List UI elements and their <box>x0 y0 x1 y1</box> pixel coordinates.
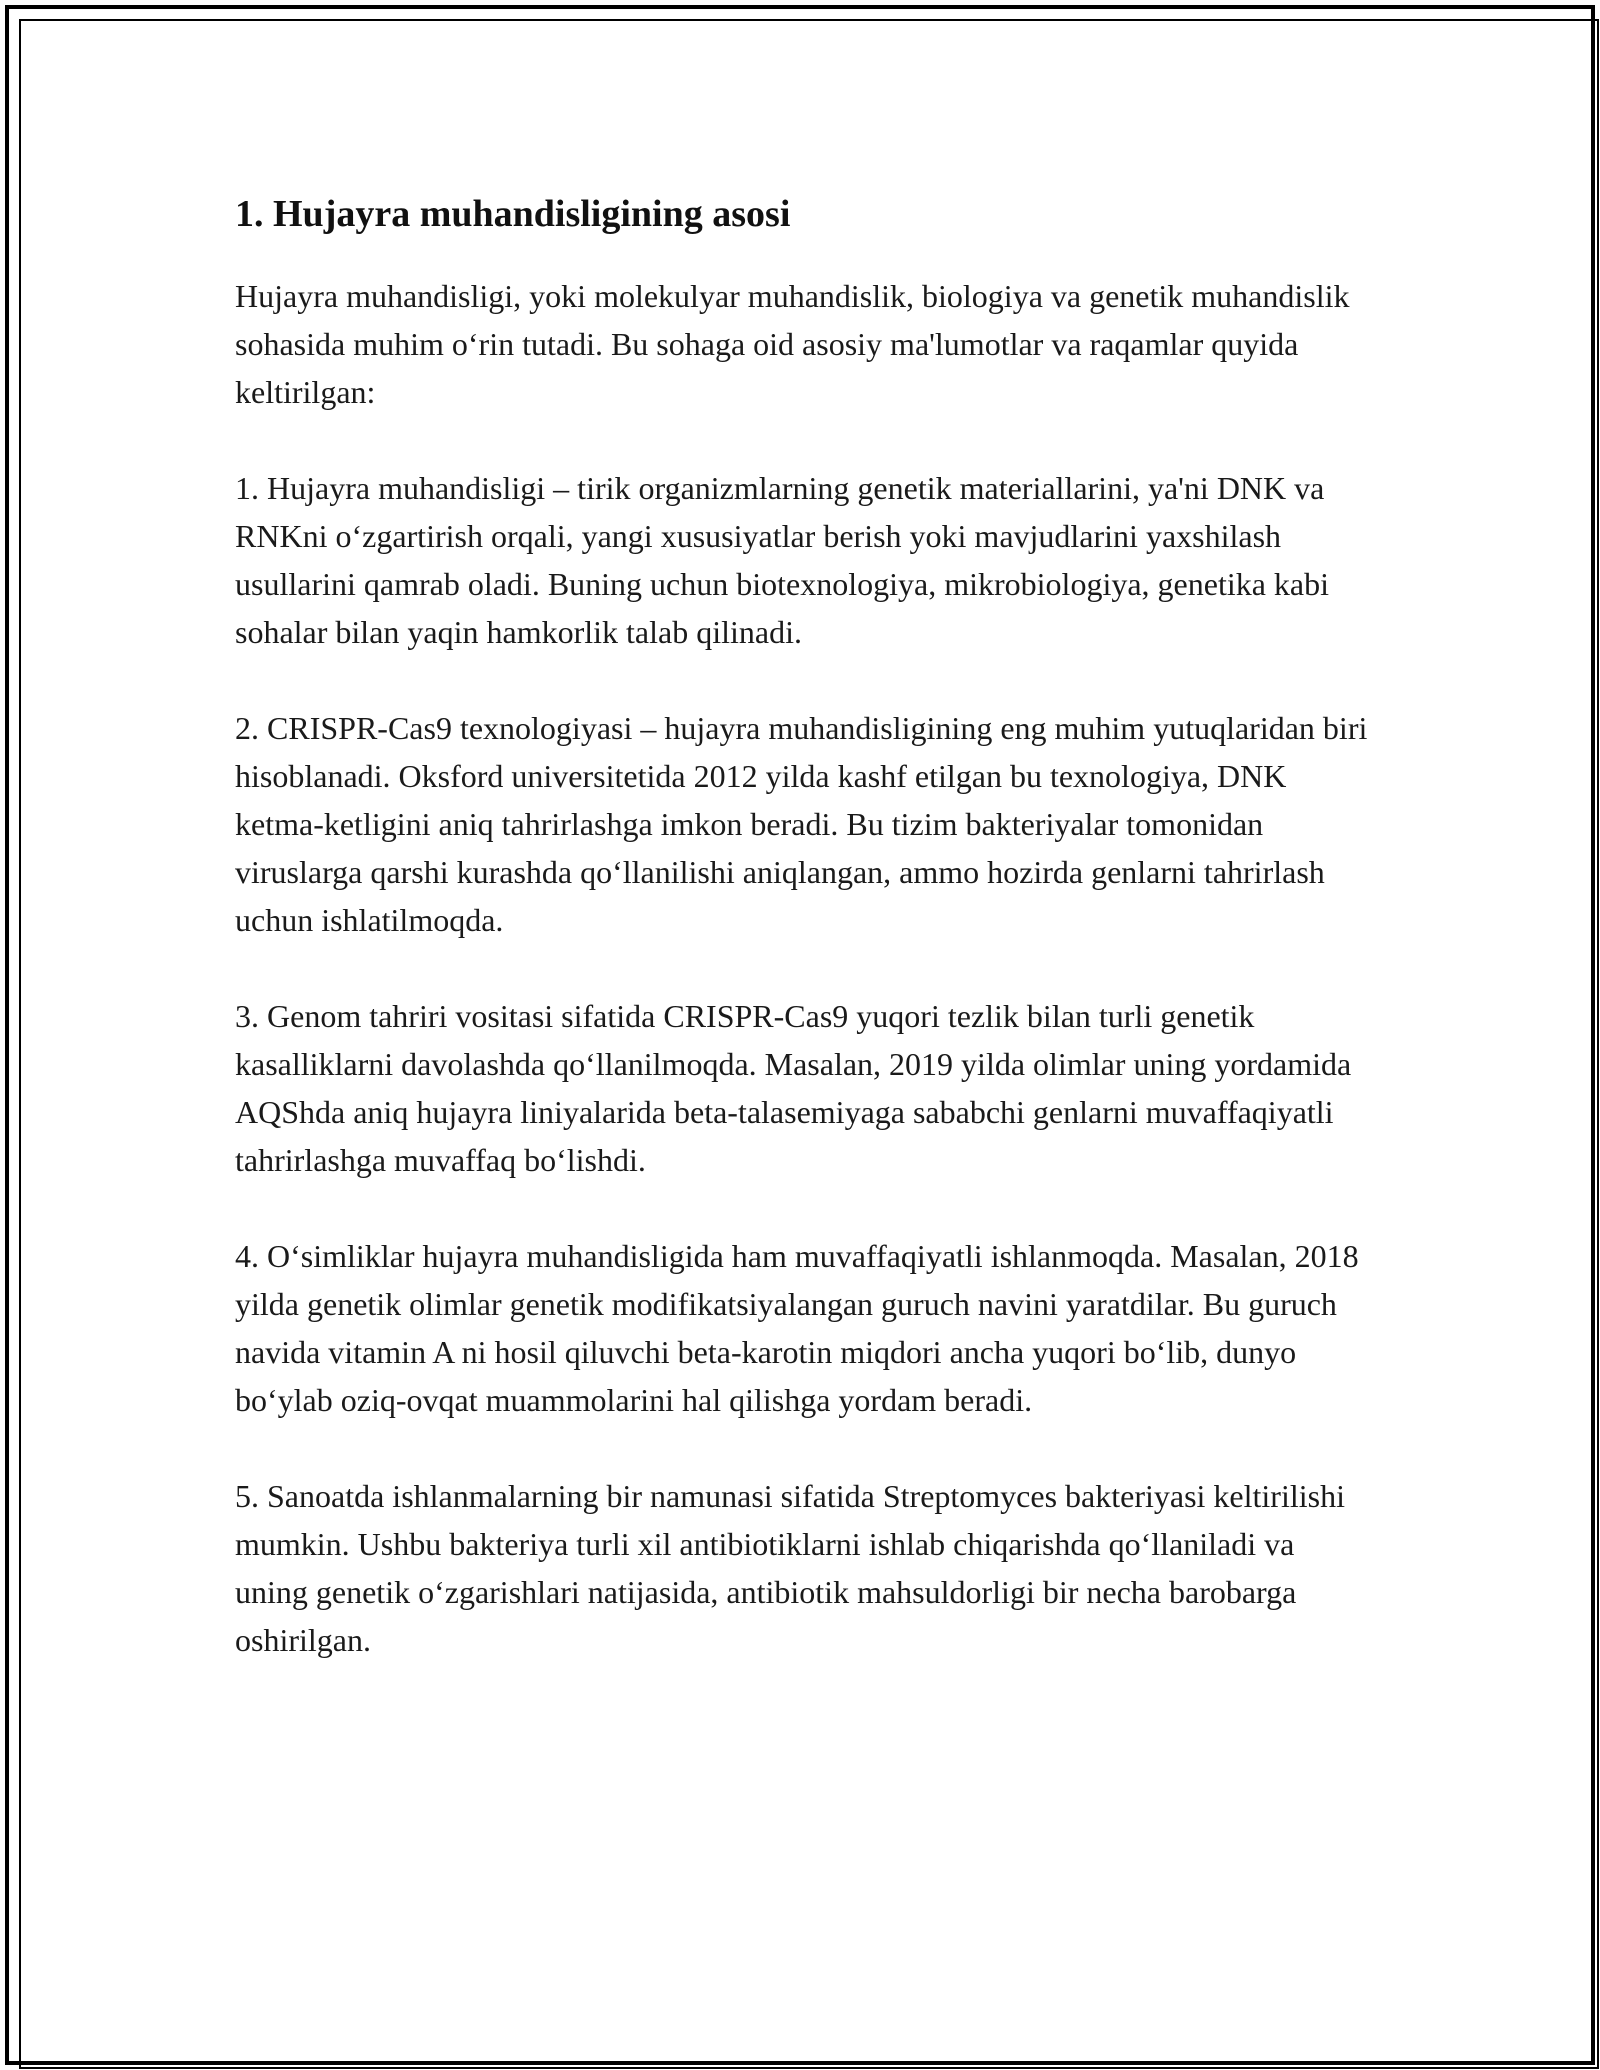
page-title: 1. Hujayra muhandisligining asosi <box>235 193 791 235</box>
paragraph-item-3: 3. Genom tahriri vositasi sifatida CRISPR-Cas9 yuqori tezlik bilan turli genetik kasalliklarni davolashda qo‘llanilmoqda. Masalan, 2019 yilda olimlar uning yordamida AQShda aniq hujayra liniyalarida beta-talasemiyaga sababchi genlarni muvaffaqiyatli tahrirlashga muvaffaq bo‘lishdi. <box>235 998 1352 1178</box>
paragraph-item-2: 2. CRISPR-Cas9 texnologiyasi – hujayra muhandisligining eng muhim yutuqlaridan biri hisoblanadi. Oksford universitetida 2012 yilda kashf etilgan bu texnologiya, DNK ketma-ketligini aniq tahrirlashga imkon beradi. Bu tizim bakteriyalar tomonidan viruslarga qarshi kurashda qo‘llanilishi aniqlangan, ammo hozirda genlarni tahrirlash uchun ishlatilmoqda. <box>235 710 1368 938</box>
paragraph-intro: Hujayra muhandisligi, yoki molekulyar muhandislik, biologiya va genetik muhandislik sohasida muhim o‘rin tutadi. Bu sohaga oid asosiy ma'lumotlar va raqamlar quyida keltirilgan: <box>235 278 1350 410</box>
paragraph-item-4: 4. O‘simliklar hujayra muhandisligida ham muvaffaqiyatli ishlanmoqda. Masalan, 2018 yilda genetik olimlar genetik modifikatsiyalangan guruch navini yaratdilar. Bu guruch navida vitamin A ni hosil qiluvchi beta-karotin miqdori ancha yuqori bo‘lib, dunyo bo‘ylab oziq-ovqat muammolarini hal qilishga yordam beradi. <box>235 1238 1359 1418</box>
paragraph-item-5: 5. Sanoatda ishlanmalarning bir namunasi sifatida Streptomyces bakteriyasi keltirilishi mumkin. Ushbu bakteriya turli xil antibiotiklarni ishlab chiqarishda qo‘llaniladi va uning genetik o‘zgarishlari natijasida, antibiotik mahsuldorligi bir necha barobarga oshirilgan. <box>235 1478 1345 1658</box>
paragraph-item-1: 1. Hujayra muhandisligi – tirik organizmlarning genetik materiallarini, ya'ni DNK va RNKni o‘zgartirish orqali, yangi xususiyatlar berish yoki mavjudlarini yaxshilash usullarini qamrab oladi. Buning uchun biotexnologiya, mikrobiologiya, genetika kabi sohalar bilan yaqin hamkorlik talab qilinadi. <box>235 470 1330 650</box>
document-body <box>235 184 1375 1712</box>
